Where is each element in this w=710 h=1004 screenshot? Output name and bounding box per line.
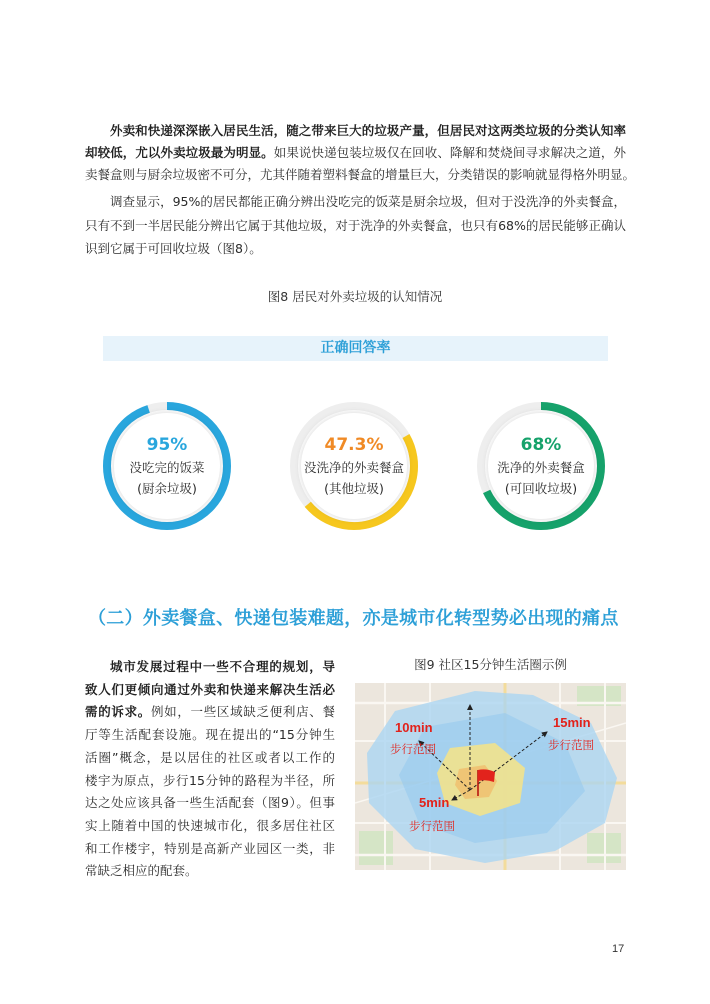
paragraph-line [85,838,335,861]
donut-category: (厨余垃圾) [137,481,197,496]
donut-chart-leftover-food [102,401,232,531]
body-text: 实上随着中国的快速城市化，很多居住社区 [85,817,335,833]
zone-walk-label-5min: 步行范围 [409,819,455,833]
bold-text: 却较低，尤以外卖垃圾最为明显。 [85,145,274,160]
paragraph-line [85,164,636,186]
donut-center [301,413,407,519]
bold-text: 城市发展过程中一些不合理的规划，导 [110,659,335,674]
body-text: 卖餐盒则与厨余垃圾密不可分，尤其伴随着塑料餐盒的增量巨大，分类错误的影响就显得格外明显。 [85,167,636,182]
body-text: 活圈”概念，是以居住的社区或者以工作的 [85,749,335,765]
donut-chart-unwashed-box [289,401,419,531]
intro-paragraph-2 [85,190,626,261]
figure9-caption: 图9 社区15分钟生活圈示例 [414,657,567,672]
donut-center [114,413,220,519]
section2-paragraph [85,656,335,883]
zone-walk-label-10min: 步行范围 [390,742,436,756]
zone-time-label-10min: 10min [395,720,433,735]
body-text: 楼宇为原点，步行15分钟的路程为半径，所 [85,772,335,788]
donut-percent: 47.3% [324,435,384,455]
donut-center [488,413,594,519]
figure8-caption: 图8 居民对外卖垃圾的认知情况 [267,289,443,304]
donut-label: 洗净的外卖餐盒 [497,460,585,475]
intro-paragraph-1 [85,120,636,186]
zone-time-label-5min: 5min [419,795,450,810]
bold-text: 外卖和快递深深嵌入居民生活，随之带来巨大的垃圾产量，但居民对这两类垃圾的分类认知率 [110,123,626,138]
paragraph-line [85,724,335,747]
body-text: 厅等生活配套设施。现在提出的“15分钟生 [85,727,335,743]
flag-icon [478,769,495,782]
body-text: 达之处应该具备一些生活配套（图9）。但事 [85,795,335,811]
body-text: 例如，一些区域缺乏便利店、餐 [150,704,335,720]
paragraph-line [85,815,335,838]
body-text: 常缺乏相应的配套。 [85,863,198,879]
bold-text: 致人们更倾向通过外卖和快递来解决生活必 [85,681,335,697]
body-text: 只有不到一半居民能分辨出它属于其他垃圾，对于洗净的外卖餐盒，也只有68%的居民能够正确认 [85,217,626,233]
paragraph-line [85,120,626,142]
paragraph-line [85,679,335,702]
paragraph-line [85,142,626,164]
donut-percent: 68% [520,435,562,455]
bold-text: 需的诉求。 [85,704,151,720]
page-number: 17 [612,943,625,955]
paragraph-line [85,190,626,214]
donut-label: 没洗净的外卖餐盒 [303,460,404,475]
section-heading: （二）外卖餐盒、快递包装难题，亦是城市化转型势必出现的痛点 [88,608,619,629]
zone-time-label-15min: 15min [553,715,591,730]
figure8-header-title: 正确回答率 [320,340,391,356]
body-text: 调查显示，95%的居民都能正确分辨出没吃完的饭菜是厨余垃圾，但对于没洗净的外卖餐盒， [110,194,626,209]
donut-label: 没吃完的饭菜 [129,460,205,475]
paragraph-line [85,214,626,238]
map-park [359,831,393,865]
paragraph-line [85,860,335,883]
paragraph-line [85,770,335,793]
donut-chart-washed-box [476,401,606,531]
figure8-header-band [103,336,608,361]
body-text: 如果说快递包装垃圾仅在回收、降解和焚烧间寻求解决之道，外 [273,145,626,160]
zone-walk-label-15min: 步行范围 [548,738,594,752]
body-text: 识到它属于可回收垃圾（图8）。 [85,241,262,256]
paragraph-line [85,701,335,724]
body-text: 和工作楼宇，特别是高新产业园区一类，非 [85,840,335,856]
donut-category: (可回收垃圾) [504,481,578,496]
donut-percent: 95% [146,435,188,455]
donut-category: (其他垃圾) [324,481,384,496]
paragraph-line [85,656,335,679]
paragraph-line [85,747,335,770]
community-walking-map [355,683,626,870]
paragraph-line [85,792,335,815]
paragraph-line [85,237,626,261]
